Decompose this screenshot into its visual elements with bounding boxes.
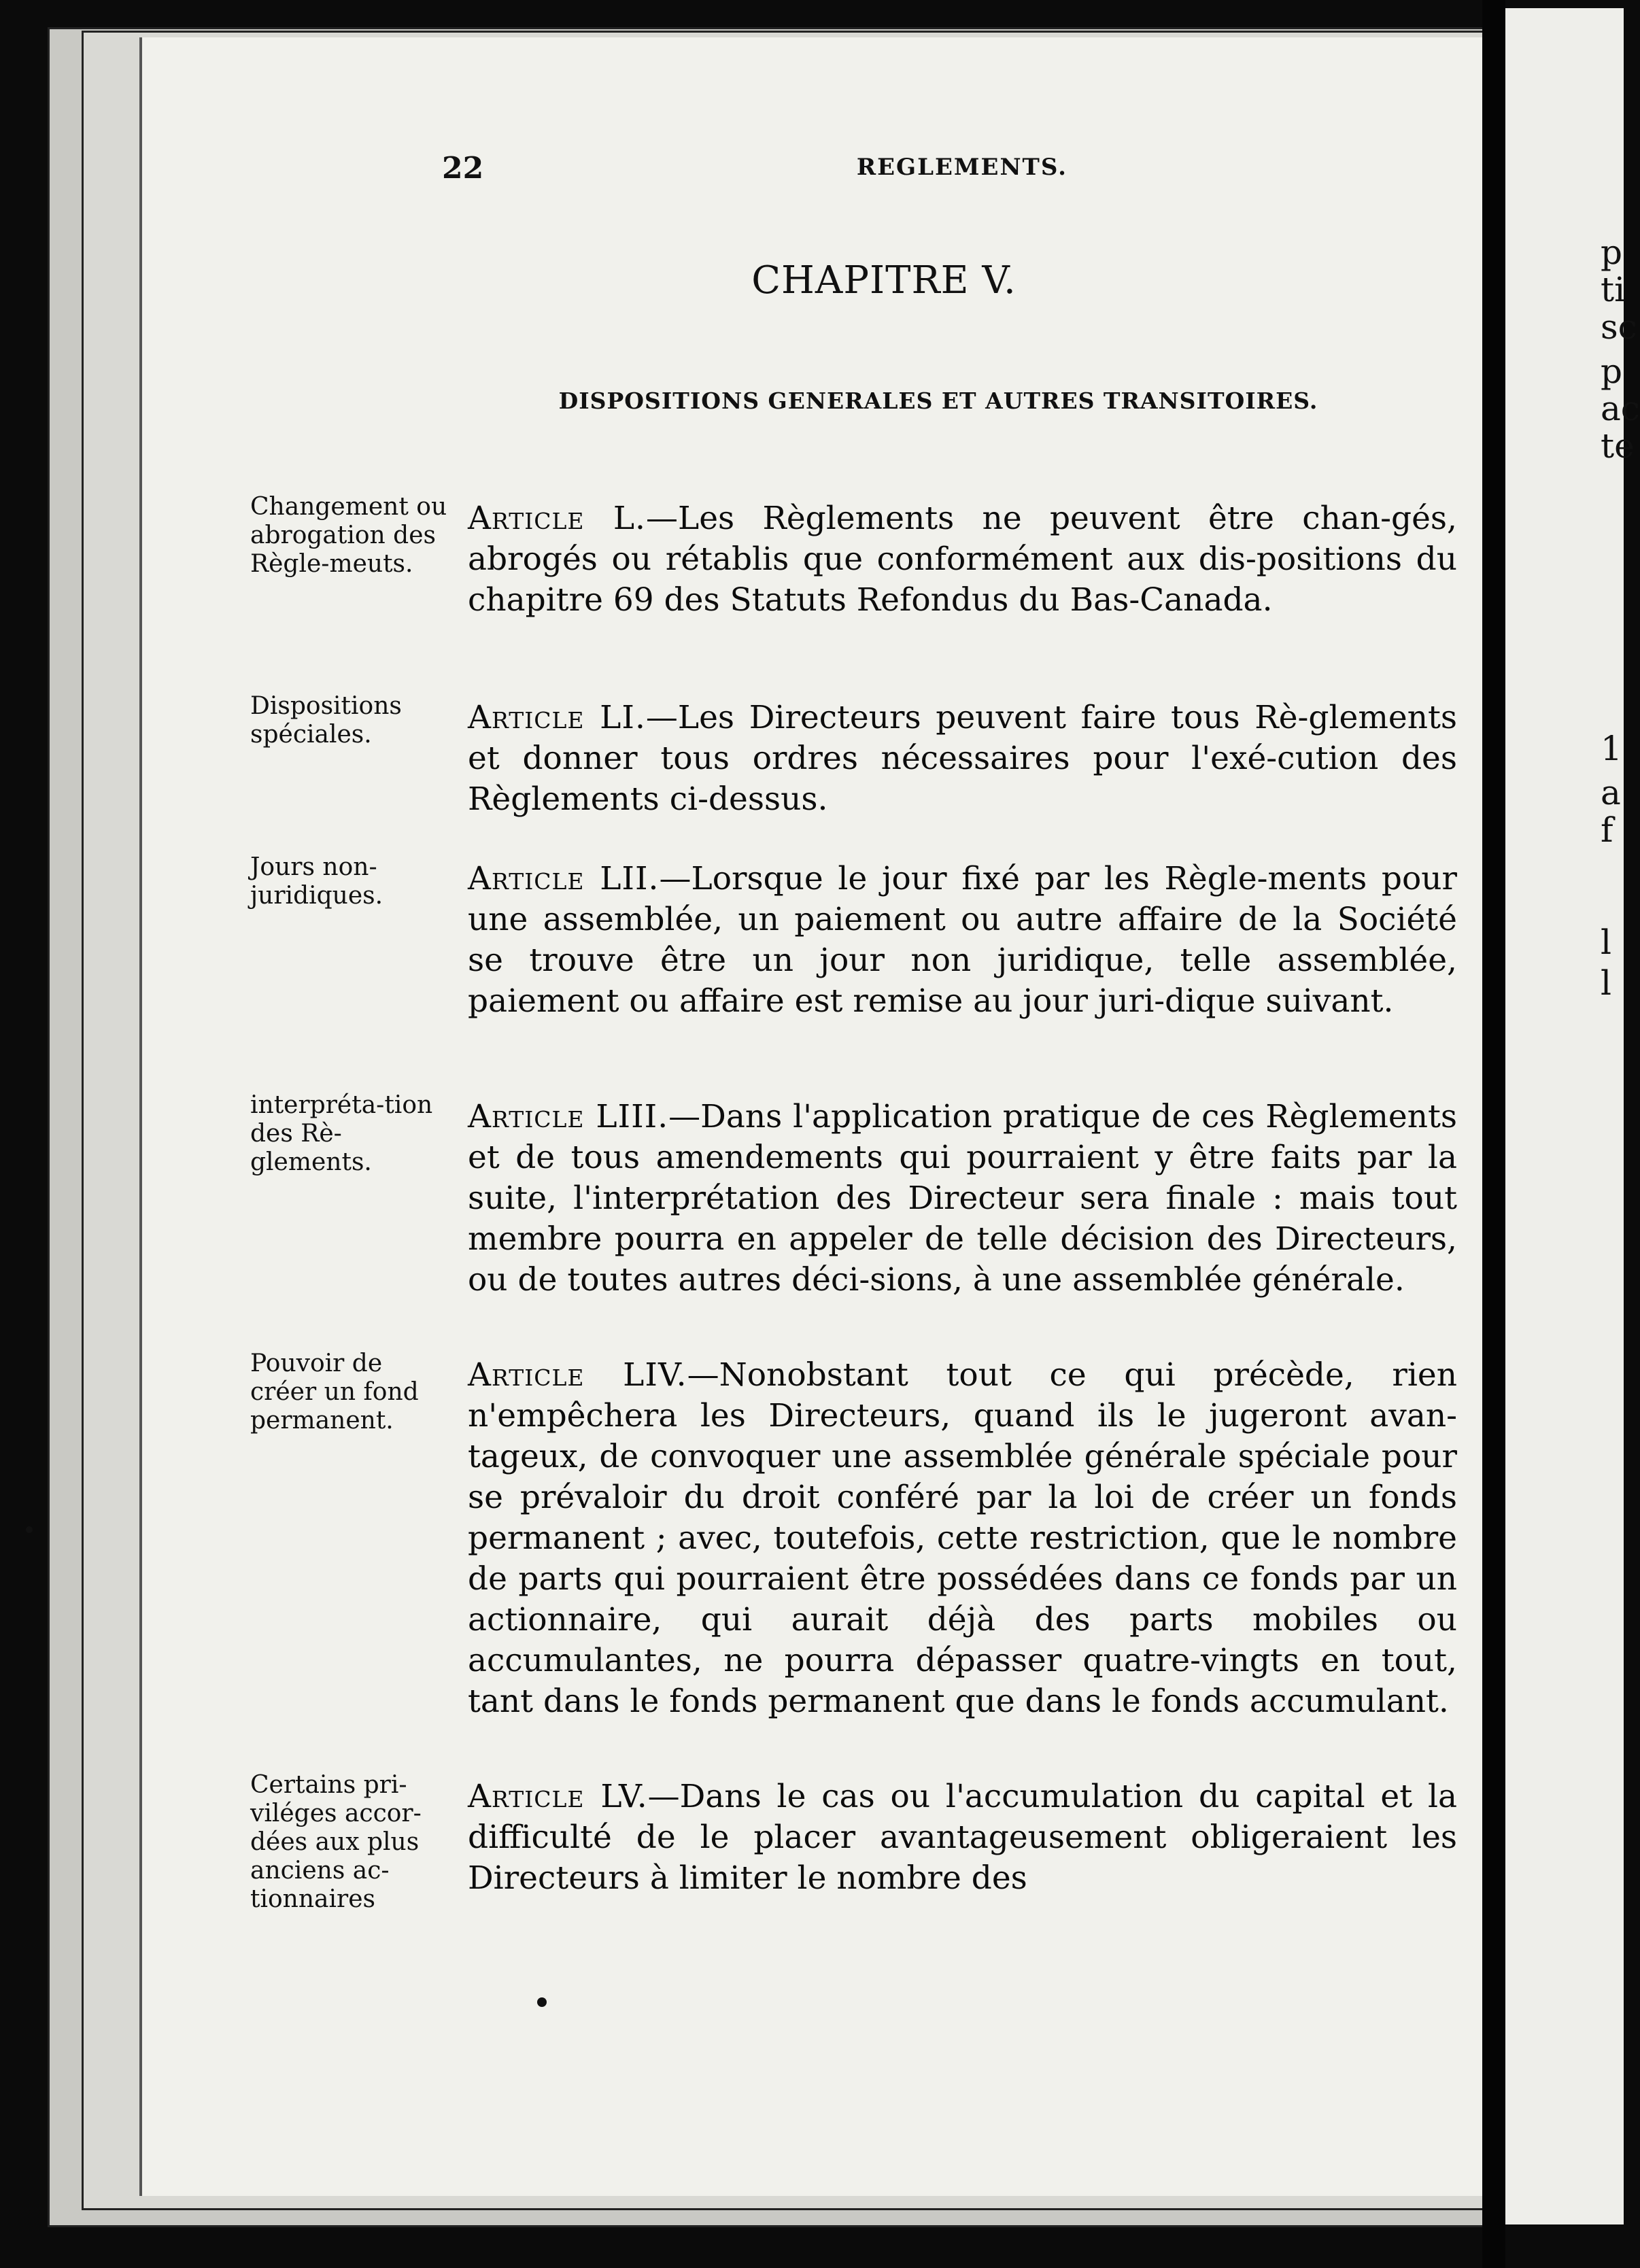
facing-page-fragment: f: [1601, 810, 1613, 850]
facing-page-fragment: ti: [1601, 270, 1626, 309]
article-label: Article LII.: [468, 860, 660, 897]
margin-note: Jours non-juridiques.: [250, 853, 383, 910]
section-title: DISPOSITIONS GENERALES ET AUTRES TRANSITOIRES.: [558, 388, 1318, 414]
article-body: —Lorsque le jour fixé par les Règle-ments pour une assemblée, un paiement ou autre affaire de la Société se trouve être un jour non juridique, telle assemblée, paiement ou affaire est remise au jour juri-dique suivant.: [468, 860, 1457, 1020]
margin-note: Certains pri-viléges accor-dées aux plus anciens ac-tionnaires: [250, 1771, 422, 1913]
article-body: —Les Règlements ne peuvent être chan-gés, abrogés ou rétablis que conformément aux dis-positions du chapitre 69 des Statuts Refondus du Bas-Canada.: [468, 500, 1457, 619]
margin-note: interpréta-tion des Rè-glements.: [250, 1091, 433, 1176]
facing-page-fragment: p: [1601, 233, 1623, 272]
article-text: [468, 1776, 1457, 1899]
article-text: [468, 498, 1457, 621]
margin-note: Changement ou abrogation des Règle-meuts.: [250, 493, 447, 578]
article-body: —Dans le cas ou l'accumulation du capital et la difficulté de le placer avantageusement obligeraient les Directeurs à limiter le nombre des: [468, 1778, 1458, 1897]
facing-page-fragment: 1: [1601, 729, 1622, 768]
page-number: 22: [442, 151, 484, 186]
chapter-title: CHAPITRE V.: [751, 258, 1017, 303]
article-label: Article LV.: [468, 1778, 648, 1815]
facing-page-fragment: l: [1601, 923, 1611, 962]
facing-page-fragment: te: [1601, 426, 1635, 466]
facing-page-fragment: l: [1601, 963, 1611, 1003]
margin-note: Pouvoir de créer un fond permanent.: [250, 1350, 419, 1434]
ink-speck: [26, 1526, 33, 1533]
running-head: REGLEMENTS.: [856, 154, 1067, 181]
facing-page-edge: [1505, 8, 1640, 2224]
margin-note: Dispositions spéciales.: [250, 692, 402, 749]
facing-page-fragment: ac: [1601, 389, 1640, 428]
article-text: [468, 859, 1457, 1022]
book-gutter: [1482, 0, 1505, 2268]
ink-speck: [537, 1997, 547, 2007]
article-label: Article LIV.: [468, 1356, 687, 1394]
article-body: —Les Directeurs peuvent faire tous Rè-glements et donner tous ordres nécessaires pour l'exé-cution des Règlements ci-dessus.: [468, 699, 1457, 818]
facing-page-fragment: p: [1601, 351, 1623, 391]
article-label: Article LIII.: [468, 1098, 669, 1135]
article-text: [468, 698, 1457, 820]
page-header: [442, 151, 1067, 192]
facing-page-fragment: a: [1601, 773, 1621, 812]
article-text: [468, 1355, 1457, 1722]
facing-page-fragment: sc: [1601, 307, 1637, 347]
article-label: Article L.: [468, 500, 646, 537]
article-body: —Dans l'application pratique de ces Règlements et de tous amendements qui pourraient y être faits par la suite, l'interprétation des Directeur sera finale : mais tout membre pourra en appeler de telle décision des Directeurs, ou de toutes autres déci-sions, à une assemblée générale.: [468, 1098, 1457, 1299]
article-label: Article LI.: [468, 699, 646, 736]
article-text: [468, 1097, 1457, 1301]
article-body: —Nonobstant tout ce qui précède, rien n'empêchera les Directeurs, quand ils le jugeront avan-tageux, de convoquer une assemblée générale spéciale pour se prévaloir du droit conféré par la loi de créer un fonds permanent ; avec, toutefois, cette restriction, que le nombre de parts qui pourraient être possédées dans ce fonds par un actionnaire, qui aurait déjà des parts mobiles ou accumulantes, ne pourra dépasser quatre-vingts en tout, tant dans le fonds permanent que dans le fonds accumulant.: [468, 1356, 1457, 1720]
